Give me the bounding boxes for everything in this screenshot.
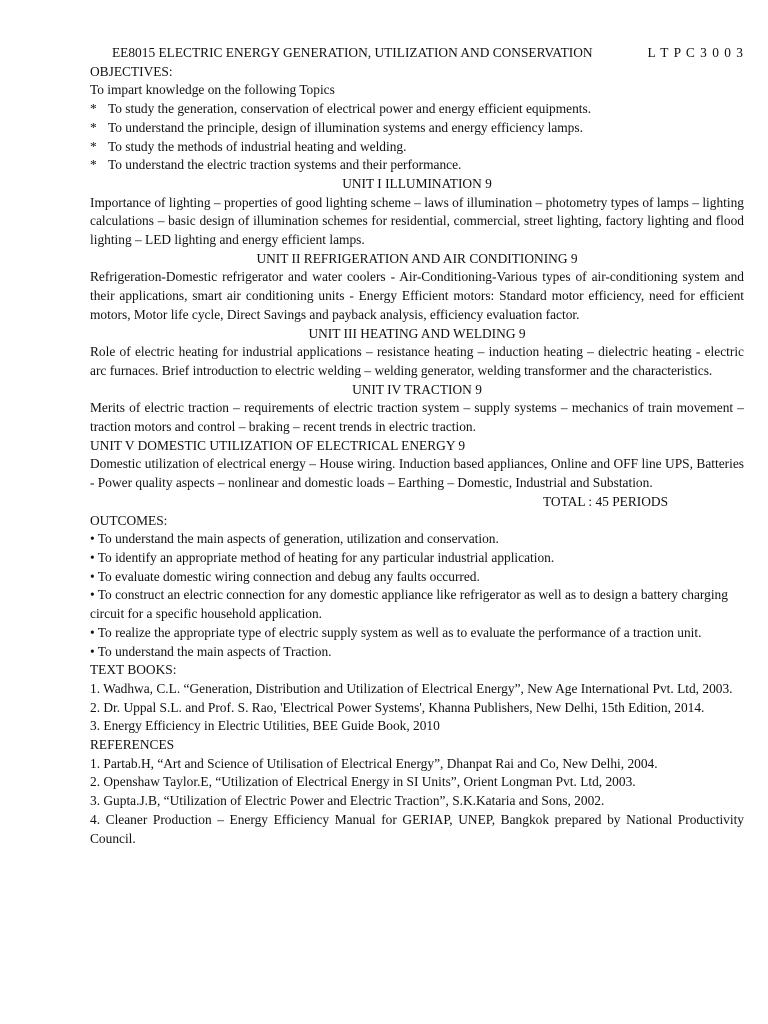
unit-2-heading: UNIT II REFRIGERATION AND AIR CONDITIONING 9 xyxy=(256,250,578,266)
outcome-item: • To evaluate domestic wiring connection and debug any faults occurred. xyxy=(90,568,480,584)
text-book-item: 3. Energy Efficiency in Electric Utilities, BEE Guide Book, 2010 xyxy=(90,718,440,734)
objective-item xyxy=(90,119,744,138)
outcome-item: • To construct an electric connection for any domestic appliance like refrigerator as well as to design a battery charging circuit for a specific household application. xyxy=(90,587,728,622)
unit-3-heading: UNIT III HEATING AND WELDING 9 xyxy=(308,325,526,341)
outcomes-heading: OUTCOMES: xyxy=(90,512,168,528)
reference-item: 2. Openshaw Taylor.E, “Utilization of Electrical Energy in SI Units”, Orient Longman Pvt. Ltd, 2003. xyxy=(90,774,636,790)
outcome-item: • To identify an appropriate method of heating for any particular industrial application. xyxy=(90,549,555,565)
unit-2-body: Refrigeration-Domestic refrigerator and water coolers - Air-Conditioning-Various types of air-conditioning system and their applications, smart air conditioning units - Energy Efficient motors: Standard motor efficiency, need for efficient motors, Motor life cycle, Direct Savings and payback analysis, efficiency evaluation factor. xyxy=(90,269,744,322)
outcome-item: • To realize the appropriate type of electric supply system as well as to evaluate the performance of a traction unit. xyxy=(90,624,702,640)
unit-3-body: Role of electric heating for industrial applications – resistance heating – induction heating – dielectric heating - electric arc furnaces. Brief introduction to electric welding – welding generator, welding transformer and the characteristics. xyxy=(90,344,744,378)
text-book-item: 1. Wadhwa, C.L. “Generation, Distribution and Utilization of Electrical Energy”, New Age International Pvt. Ltd, 2003. xyxy=(90,680,733,696)
objectives-intro: To impart knowledge on the following Topics xyxy=(90,82,335,98)
objective-text: To study the generation, conservation of electrical power and energy efficient equipments. xyxy=(108,101,592,117)
objective-item xyxy=(90,138,744,157)
objective-text: To understand the principle, design of illumination systems and energy efficiency lamps. xyxy=(108,119,583,135)
total-periods: TOTAL : 45 PERIODS xyxy=(543,493,669,509)
asterisk-marker: * xyxy=(90,119,97,135)
course-title: EE8015 ELECTRIC ENERGY GENERATION, UTILIZATION AND CONSERVATION xyxy=(112,45,593,60)
ltpc-credits: L T P C 3 0 0 3 xyxy=(647,45,744,60)
unit-1-heading: UNIT I ILLUMINATION 9 xyxy=(342,175,492,191)
unit-1-body: Importance of lighting – properties of good lighting scheme – laws of illumination – photometry types of lamps – lighting calculations – basic design of illumination schemes for residential, commercial, street lighting, factory lighting and flood lighting – LED lighting and energy efficient lamps. xyxy=(90,194,744,248)
objective-text: To understand the electric traction systems and their performance. xyxy=(108,157,462,173)
asterisk-marker: * xyxy=(90,138,97,154)
syllabus-page xyxy=(90,44,744,848)
text-book-item: 2. Dr. Uppal S.L. and Prof. S. Rao, 'Electrical Power Systems', Khanna Publishers, New Delhi, 15th Edition, 2014. xyxy=(90,699,705,715)
text-books-heading: TEXT BOOKS: xyxy=(90,662,177,678)
objective-item xyxy=(90,156,744,175)
unit-5-heading: UNIT V DOMESTIC UTILIZATION OF ELECTRICAL ENERGY 9 xyxy=(90,437,466,453)
references-heading: REFERENCES xyxy=(90,737,175,753)
reference-item: 3. Gupta.J.B, “Utilization of Electric Power and Electric Traction”, S.K.Kataria and Sons, 2002. xyxy=(90,793,605,809)
unit-4-body: Merits of electric traction – requirements of electric traction system – supply systems – mechanics of train movement – traction motors and control – braking – recent trends in electric traction. xyxy=(90,400,744,435)
objective-text: To study the methods of industrial heating and welding. xyxy=(108,138,407,154)
asterisk-marker: * xyxy=(90,157,97,173)
objectives-heading: OBJECTIVES: xyxy=(90,63,173,79)
reference-item: 4. Cleaner Production – Energy Efficiency Manual for GERIAP, UNEP, Bangkok prepared by National Productivity Council. xyxy=(90,811,744,846)
reference-item: 1. Partab.H, “Art and Science of Utilisation of Electrical Energy”, Dhanpat Rai and Co, New Delhi, 2004. xyxy=(90,755,658,771)
unit-5-body: Domestic utilization of electrical energy – House wiring. Induction based appliances, Online and OFF line UPS, Batteries - Power quality aspects – nonlinear and domestic loads – Earthing – Domestic, Industrial and Substation. xyxy=(90,456,744,491)
course-header xyxy=(90,44,744,63)
objective-item xyxy=(90,100,744,119)
asterisk-marker: * xyxy=(90,101,97,117)
outcome-item: • To understand the main aspects of Traction. xyxy=(90,643,332,659)
unit-4-heading: UNIT IV TRACTION 9 xyxy=(352,381,482,397)
outcome-item: • To understand the main aspects of generation, utilization and conservation. xyxy=(90,531,499,547)
